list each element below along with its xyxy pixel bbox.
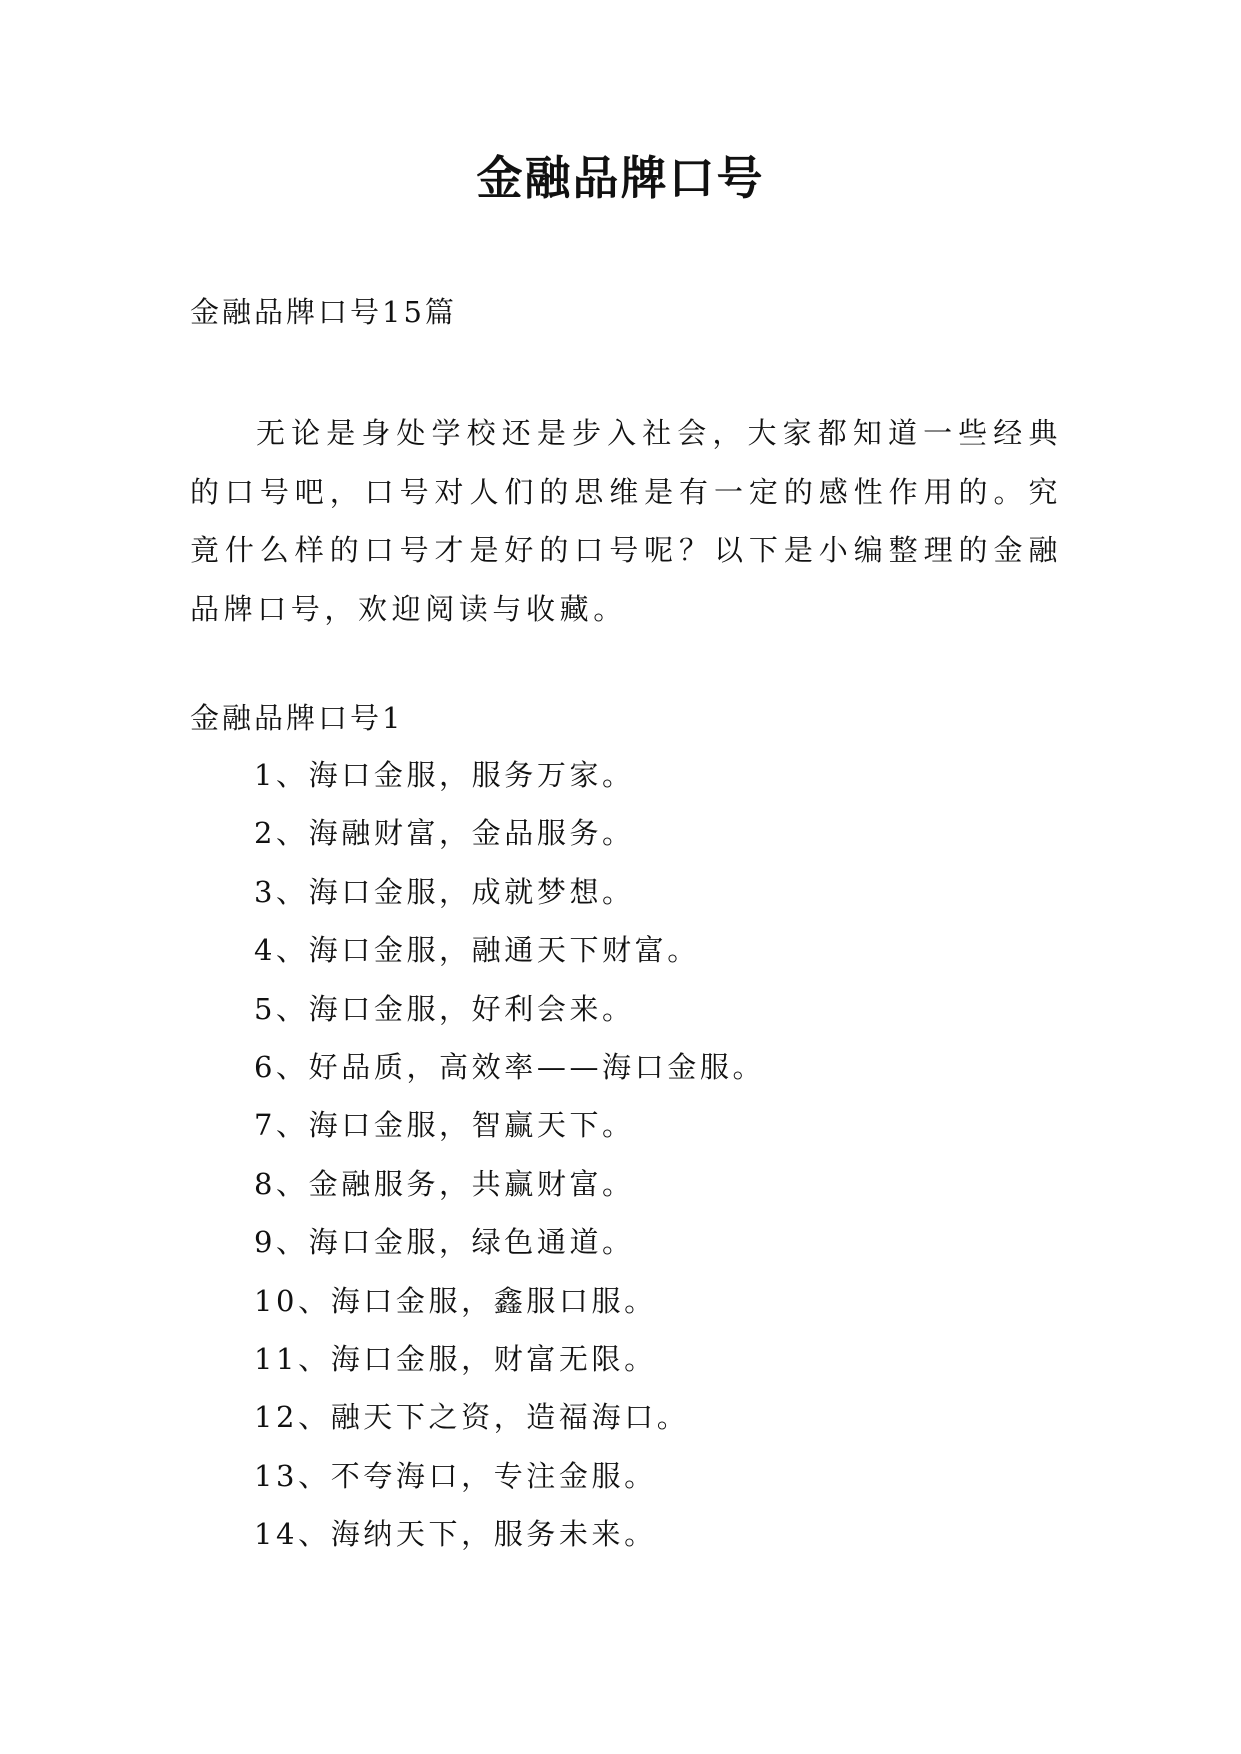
list-item: 5、海口金服，好利会来。: [254, 991, 635, 1026]
list-item: 8、金融服务，共赢财富。: [254, 1166, 635, 1201]
page-title: 金融品牌口号: [476, 151, 765, 205]
list-item: 12、融天下之资，造福海口。: [254, 1400, 690, 1435]
document-subtitle: 金融品牌口号15篇: [190, 295, 457, 329]
list-item: 1、海口金服，服务万家。: [254, 758, 635, 792]
list-item: 14、海纳天下，服务未来。: [254, 1517, 657, 1552]
slogan-list: [254, 755, 765, 1572]
list-item: 3、海口金服，成就梦想。: [254, 874, 635, 909]
list-item: 11、海口金服，财富无限。: [254, 1341, 657, 1376]
list-item: 4、海口金服，融通天下财富。: [254, 933, 700, 968]
intro-paragraph: 无论是身处学校还是步入社会，大家都知道一些经典的口号吧，口号对人们的思维是有一定的感性作用的。究竟什么样的口号才是好的口号呢？以下是小编整理的金融品牌口号，欢迎阅读与收藏。: [190, 416, 1062, 626]
list-item: 6、好品质，高效率——海口金服。: [254, 1049, 766, 1084]
section-heading: 金融品牌口号1: [190, 701, 404, 735]
list-item: 13、不夸海口，专注金服。: [254, 1458, 657, 1493]
list-item: 10、海口金服，鑫服口服。: [254, 1283, 657, 1318]
list-item: 7、海口金服，智赢天下。: [254, 1108, 635, 1143]
list-item: 9、海口金服，绿色通道。: [254, 1225, 635, 1260]
list-item: 2、海融财富，金品服务。: [254, 816, 635, 851]
